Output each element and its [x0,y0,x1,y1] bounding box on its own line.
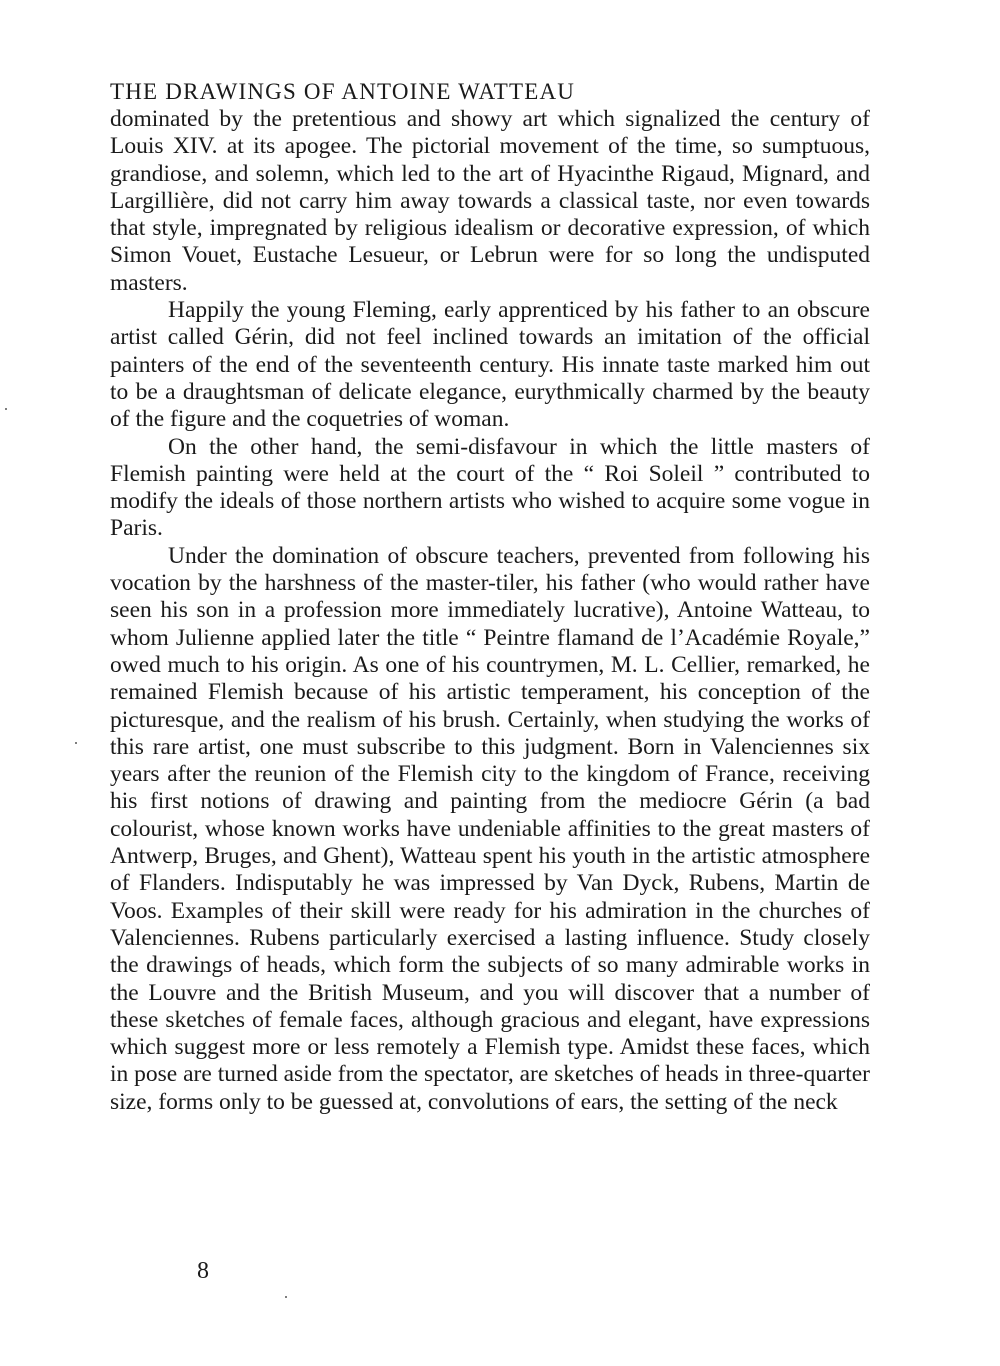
page-number: 8 [197,1258,209,1284]
paragraph-continued: dominated by the pretentious and showy art which signalized the century of Louis XIV. at its apogee. The pictorial movement of the time, so sumptuous, grandiose, and solemn, which led to the art of Hyacinthe Rigaud, Mignard, and Largillière, did not carry him away towards a classical taste, nor even towards that style, impregnated by religious idealism or decorative expression, of which Simon Vouet, Eustache Lesueur, or Lebrun were for so long the undisputed masters. [110,106,870,296]
scan-speck [75,742,77,744]
running-head: THE DRAWINGS OF ANTOINE WATTEAU [110,79,576,104]
paragraph-semi-disfavour: On the other hand, the semi-disfavour in which the little masters of Flemish painting were held at the court of the “ Roi Soleil ” contributed to modify the ideals of those northern artists who wished to acquire some vogue in Paris. [110,433,870,542]
page-body [110,78,870,1116]
scan-speck [5,408,7,410]
paragraph-domination: Under the domination of obscure teachers, prevented from following his vocation by the harshness of the master-tiler, his father (who would rather have seen his son in a profession more immediately lucrative), Antoine Watteau, to whom Julienne applied later the title “ Peintre flamand de l’Académie Royale,” owed much to his origin. As one of his countrymen, M. L. Cellier, remarked, he remained Flemish because of his artistic temperament, his conception of the picturesque, and the realism of his brush. Certainly, when studying the works of this rare artist, one must subscribe to this judgment. Born in Valenciennes six years after the reunion of the Flemish city to the kingdom of France, receiving his first notions of drawing and painting from the mediocre Gérin (a bad colourist, whose known works have undeniable affinities to the great masters of Antwerp, Bruges, and Ghent), Watteau spent his youth in the artistic atmosphere of Flanders. Indisputably he was impressed by Van Dyck, Rubens, Martin de Voos. Examples of their skill were ready for his admiration in the churches of Valenciennes. Rubens particularly exercised a lasting influence. Study closely the drawings of heads, which form the subjects of so many admirable works in the Louvre and the British Museum, and you will discover that a number of these sketches of female faces, although gracious and elegant, have expressions which suggest more or less remotely a Flemish type. Amidst these faces, which in pose are turned aside from the spectator, are sketches of heads in three-quarter size, forms only to be guessed at, convolutions of ears, the setting of the neck [110,542,870,1115]
paragraph-young-fleming: Happily the young Fleming, early apprenticed by his father to an obscure artist called Gérin, did not feel inclined towards an imitation of the official painters of the end of the seventeenth century. His innate taste marked him out to be a draughtsman of delicate elegance, eurythmically charmed by the beauty of the figure and the coquetries of woman. [110,297,870,433]
scan-speck [285,1296,287,1298]
